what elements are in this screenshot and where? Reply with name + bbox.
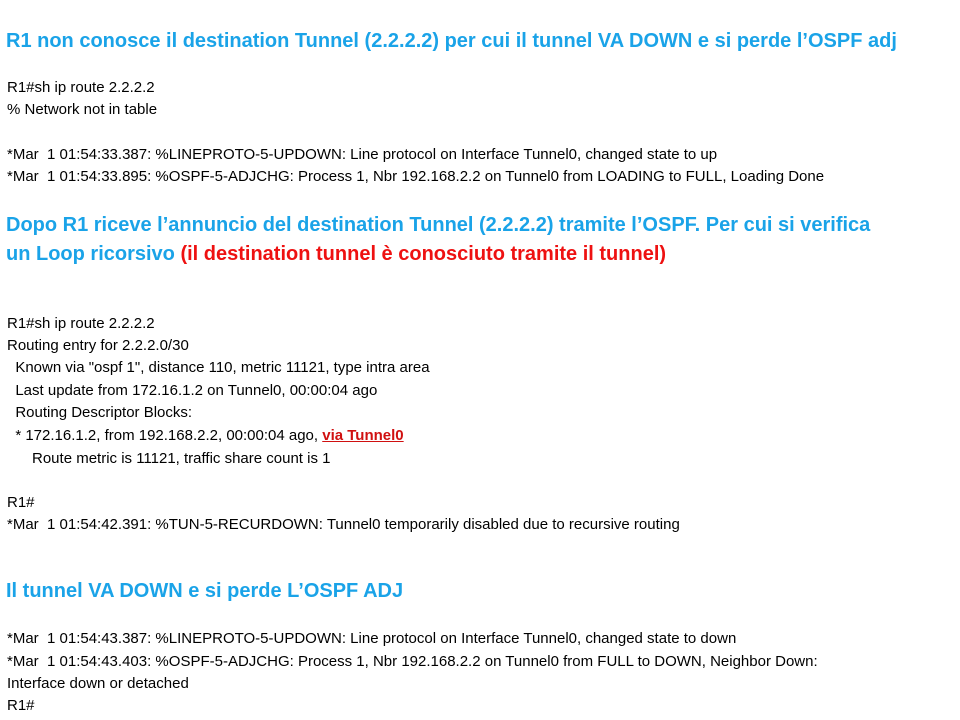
cli-prompt: R1#	[7, 697, 35, 714]
cli-prompt: R1#	[7, 494, 35, 511]
route-descriptor-line	[7, 425, 404, 447]
cli-line: Routing entry for 2.2.2.0/30	[7, 337, 189, 354]
route-descriptor-text: * 172.16.1.2, from 192.168.2.2, 00:00:04 ago,	[7, 427, 323, 444]
heading-3: Il tunnel VA DOWN e si perde L’OSPF ADJ	[6, 580, 404, 602]
log-line: *Mar 1 01:54:33.387: %LINEPROTO-5-UPDOWN: Line protocol on Interface Tunnel0, changed state to up	[7, 146, 718, 163]
cli-line: Last update from 172.16.1.2 on Tunnel0, 00:00:04 ago	[7, 382, 378, 399]
log-line: *Mar 1 01:54:43.403: %OSPF-5-ADJCHG: Process 1, Nbr 192.168.2.2 on Tunnel0 from FULL to DOWN, Neighbor Down:	[7, 653, 818, 670]
heading-2-line-2	[6, 241, 666, 267]
cli-line: R1#sh ip route 2.2.2.2	[7, 79, 155, 96]
heading-2-prefix: un Loop ricorsivo	[6, 243, 181, 265]
log-line: *Mar 1 01:54:43.387: %LINEPROTO-5-UPDOWN: Line protocol on Interface Tunnel0, changed state to down	[7, 630, 737, 647]
heading-1: R1 non conosce il destination Tunnel (2.2.2.2) per cui il tunnel VA DOWN e si perde l’OSPF adj	[6, 30, 897, 52]
log-line: *Mar 1 01:54:42.391: %TUN-5-RECURDOWN: Tunnel0 temporarily disabled due to recursive routing	[7, 516, 680, 533]
via-tunnel-link[interactable]: via Tunnel0	[322, 427, 404, 444]
heading-2-red-note: (il destination tunnel è conosciuto tramite il tunnel)	[180, 243, 667, 265]
log-line: *Mar 1 01:54:33.895: %OSPF-5-ADJCHG: Process 1, Nbr 192.168.2.2 on Tunnel0 from LOADING to FULL, Loading Done	[7, 168, 825, 185]
log-line: Interface down or detached	[7, 675, 189, 692]
cli-line: Route metric is 11121, traffic share count is 1	[7, 450, 331, 467]
cli-line: % Network not in table	[7, 101, 158, 118]
cli-line: R1#sh ip route 2.2.2.2	[7, 315, 155, 332]
cli-line: Routing Descriptor Blocks:	[7, 404, 193, 421]
heading-2-line-1: Dopo R1 riceve l’annuncio del destination Tunnel (2.2.2.2) tramite l’OSPF. Per cui si verifica	[6, 214, 871, 236]
cli-line: Known via "ospf 1", distance 110, metric 11121, type intra area	[7, 359, 430, 376]
